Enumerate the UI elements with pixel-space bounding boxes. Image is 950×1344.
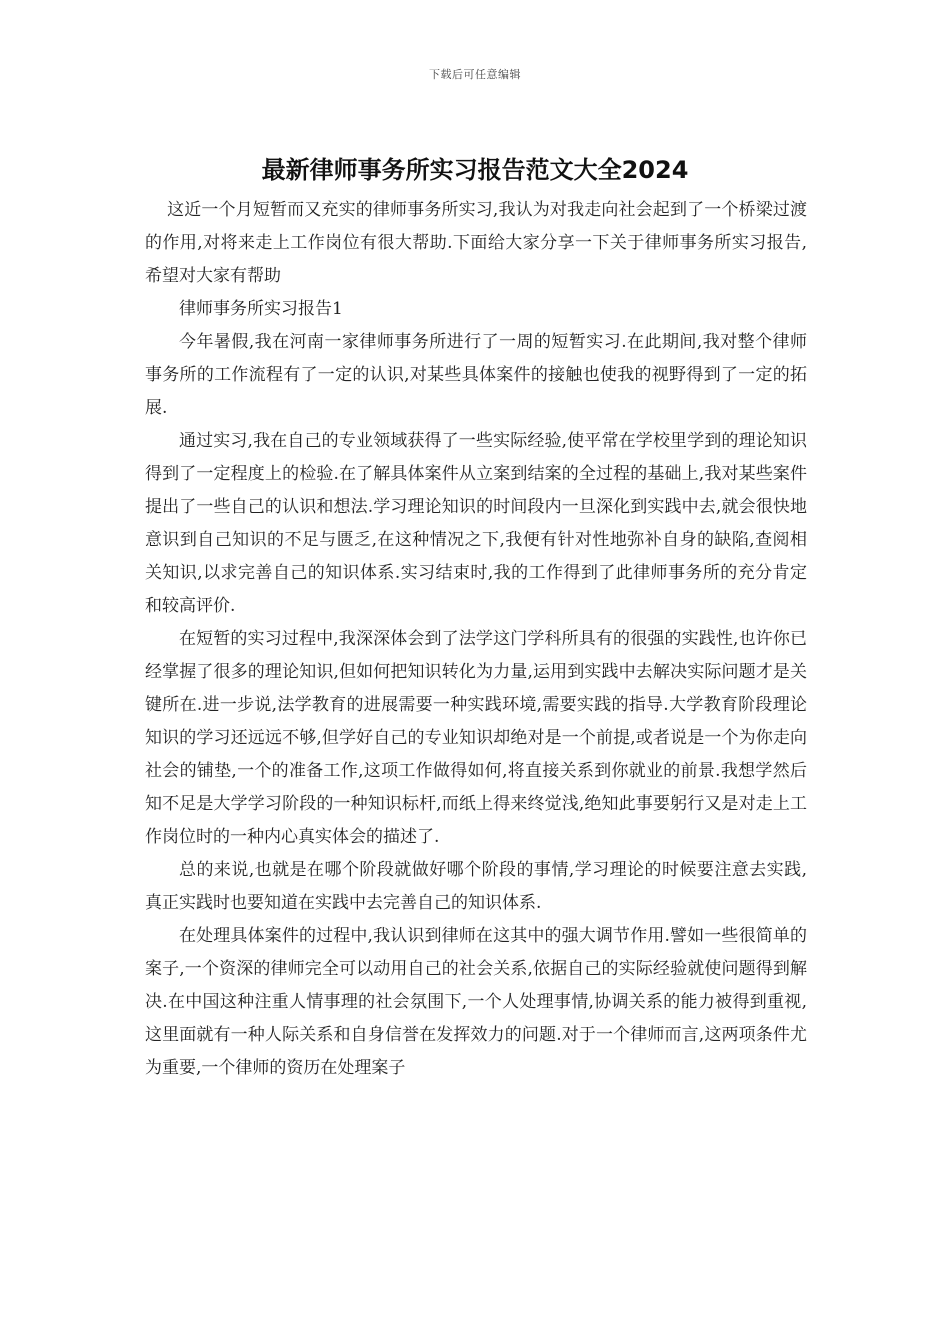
document-title: 最新律师事务所实习报告范文大全2024 <box>261 156 689 184</box>
section-heading: 律师事务所实习报告1 <box>179 299 343 319</box>
document-body <box>145 194 807 1085</box>
body-paragraph: 总的来说,也就是在哪个阶段就做好哪个阶段的事情,学习理论的时候要注意去实践,真正实践时也要知道在实践中去完善自己的知识体系. <box>145 860 807 913</box>
body-paragraph: 通过实习,我在自己的专业领域获得了一些实际经验,使平常在学校里学到的理论知识得到了一定程度上的检验.在了解具体案件从立案到结案的全过程的基础上,我对某些案件提出了一些自己的认识和想法.学习理论知识的时间段内一旦深化到实践中去,就会很快地意识到自己知识的不足与匮乏,在这种情况之下,我便有针对性地弥补自身的缺陷,查阅相关知识,以求完善自己的知识体系.实习结束时,我的工作得到了此律师事务所的充分肯定和较高评价. <box>145 431 807 616</box>
body-paragraph: 在处理具体案件的过程中,我认识到律师在这其中的强大调节作用.譬如一些很简单的案子,一个资深的律师完全可以动用自己的社会关系,依据自己的实际经验就使问题得到解决.在中国这种注重人情事理的社会氛围下,一个人处理事情,协调关系的能力被得到重视,这里面就有一种人际关系和自身信誉在发挥效力的问题.对于一个律师而言,这两项条件尤为重要,一个律师的资历在处理案子 <box>145 926 807 1078</box>
header-note: 下载后可任意编辑 <box>429 68 521 81</box>
body-paragraph: 今年暑假,我在河南一家律师事务所进行了一周的短暂实习.在此期间,我对整个律师事务所的工作流程有了一定的认识,对某些具体案件的接触也使我的视野得到了一定的拓展. <box>145 332 807 418</box>
intro-paragraph: 这近一个月短暂而又充实的律师事务所实习,我认为对我走向社会起到了一个桥梁过渡的作用,对将来走上工作岗位有很大帮助.下面给大家分享一下关于律师事务所实习报告,希望对大家有帮助 <box>145 200 807 286</box>
body-paragraph: 在短暂的实习过程中,我深深体会到了法学这门学科所具有的很强的实践性,也许你已经掌握了很多的理论知识,但如何把知识转化为力量,运用到实践中去解决实际问题才是关键所在.进一步说,法学教育的进展需要一种实践环境,需要实践的指导.大学教育阶段理论知识的学习还远远不够,但学好自己的专业知识却绝对是一个前提,或者说是一个为你走向社会的铺垫,一个的准备工作,这项工作做得如何,将直接关系到你就业的前景.我想学然后知不足是大学学习阶段的一种知识标杆,而纸上得来终觉浅,绝知此事要躬行又是对走上工作岗位时的一种内心真实体会的描述了. <box>145 629 807 847</box>
